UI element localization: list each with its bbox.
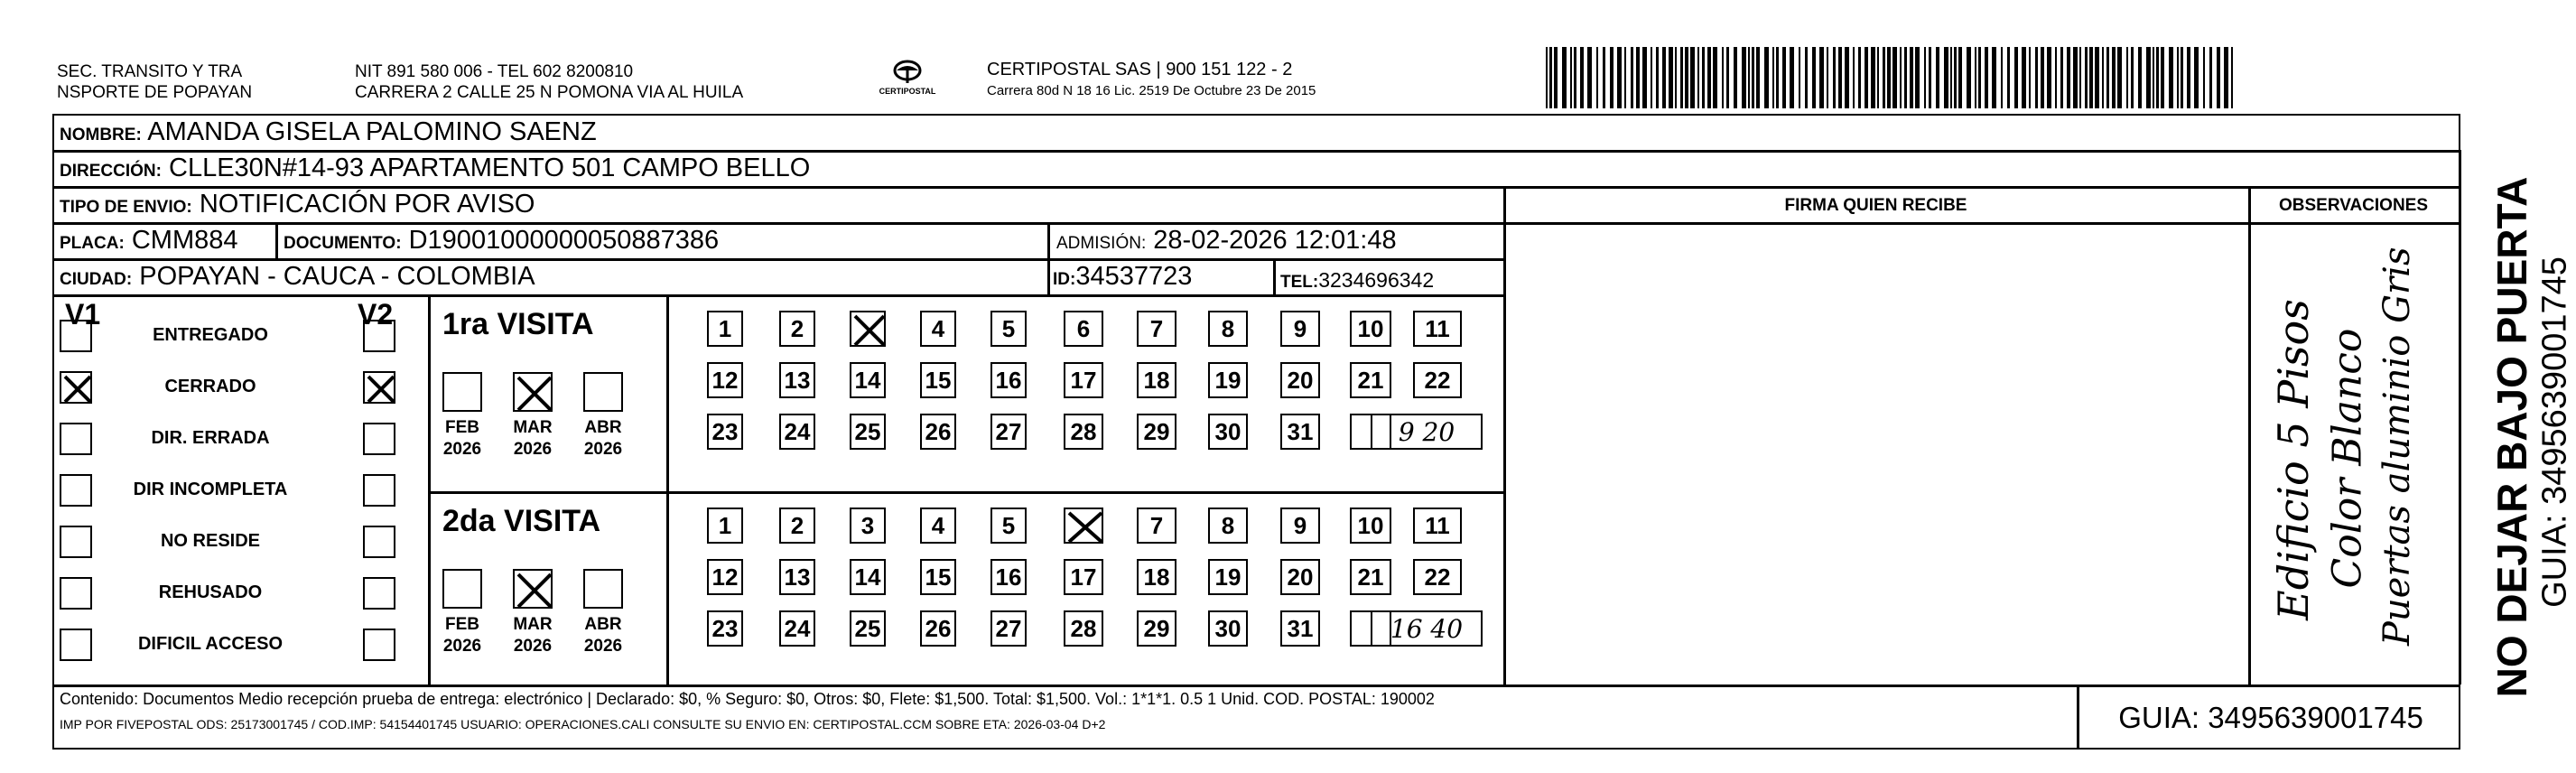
- barcode-bar: [2055, 47, 2057, 108]
- barcode-bar: [1975, 47, 1976, 108]
- v2-checkbox[interactable]: [363, 629, 395, 661]
- day-box[interactable]: 3: [850, 508, 886, 544]
- barcode-bar: [1954, 47, 1957, 108]
- x-mark-icon: [1065, 509, 1102, 542]
- x-mark-icon: [365, 373, 394, 402]
- barcode-bar: [1574, 47, 1576, 108]
- month-label: [572, 417, 635, 461]
- barcode-bar: [2156, 47, 2159, 108]
- day-box[interactable]: 26: [920, 414, 956, 450]
- barcode-bar: [2106, 47, 2109, 108]
- visit-time: 9 20: [1398, 416, 1455, 447]
- barcode-bar: [1713, 47, 1717, 108]
- day-box[interactable]: 23: [707, 414, 743, 450]
- month-checkbox[interactable]: [583, 569, 623, 609]
- barcode-bar: [1871, 47, 1875, 108]
- barcode-bar: [1624, 47, 1626, 108]
- day-box[interactable]: 15: [920, 362, 956, 398]
- month-checkbox[interactable]: [442, 372, 482, 412]
- sender-line-2: NSPORTE DE POPAYAN: [57, 83, 253, 102]
- barcode-bar: [2126, 47, 2128, 108]
- day-box[interactable]: 7: [1137, 311, 1176, 347]
- documento-row: [284, 226, 719, 256]
- day-box[interactable]: 8: [1208, 508, 1248, 544]
- visit-title: 2da VISITA: [442, 504, 601, 538]
- barcode-bar: [1549, 47, 1552, 108]
- day-box[interactable]: 4: [920, 311, 956, 347]
- barcode-bar: [1887, 47, 1891, 108]
- barcode-bar: [2095, 47, 2099, 108]
- barcode-bar: [2007, 47, 2010, 108]
- barcode-bar: [2161, 47, 2164, 108]
- barcode-bar: [2047, 47, 2051, 108]
- certipostal-logo: [871, 56, 944, 101]
- day-box[interactable]: 10: [1350, 508, 1391, 544]
- day-box[interactable]: 30: [1208, 610, 1248, 647]
- barcode-bar: [1985, 47, 1988, 108]
- month-year: 2026: [513, 637, 553, 656]
- day-box[interactable]: 10: [1350, 311, 1391, 347]
- v1-checkbox[interactable]: [60, 629, 92, 661]
- x-mark-icon: [851, 312, 884, 345]
- barcode-bar: [1756, 47, 1760, 108]
- barcode-bar: [1580, 47, 1584, 108]
- day-box[interactable]: 8: [1208, 311, 1248, 347]
- day-box[interactable]: 5: [990, 508, 1027, 544]
- tipo-envio-value: NOTIFICACIÓN POR AVISO: [199, 190, 535, 219]
- barcode-bar: [1642, 47, 1647, 108]
- direccion-row: [60, 154, 810, 183]
- month-label: [501, 614, 564, 657]
- barcode-bar: [2231, 47, 2233, 108]
- barcode-bar: [1680, 47, 1683, 108]
- status-label: CERRADO: [164, 377, 256, 396]
- barcode-bar: [1782, 47, 1786, 108]
- day-box[interactable]: 4: [920, 508, 956, 544]
- month-checkbox[interactable]: [583, 372, 623, 412]
- barcode-bar: [2041, 47, 2044, 108]
- barcode-bar: [1697, 47, 1699, 108]
- barcode-bar: [1610, 47, 1613, 108]
- barcode-bar: [2060, 47, 2063, 108]
- x-mark-icon: [61, 373, 90, 402]
- v2-checkbox[interactable]: [363, 320, 395, 352]
- barcode-bar: [1910, 47, 1913, 108]
- barcode-bar: [2001, 47, 2003, 108]
- barcode-bar: [1776, 47, 1779, 108]
- barcode-bar: [1656, 47, 1659, 108]
- placa-row: [60, 226, 238, 256]
- day-box[interactable]: 18: [1137, 362, 1176, 398]
- tel-label: TEL:: [1280, 273, 1319, 292]
- barcode-bar: [2203, 47, 2205, 108]
- barcode-bar: [1617, 47, 1622, 108]
- barcode-bar: [1742, 47, 1746, 108]
- day-box[interactable]: 29: [1137, 610, 1176, 647]
- day-box[interactable]: 2: [779, 311, 815, 347]
- day-box[interactable]: 17: [1064, 559, 1103, 595]
- observaciones-label: OBSERVACIONES: [2278, 196, 2429, 215]
- month-name: ABR: [584, 615, 622, 634]
- id-value: 34537723: [1075, 262, 1193, 291]
- tel-row: [1280, 265, 1434, 294]
- day-box[interactable]: 14: [850, 559, 886, 595]
- day-box[interactable]: 19: [1208, 362, 1248, 398]
- v2-checkbox[interactable]: [363, 423, 395, 455]
- day-box[interactable]: 20: [1280, 362, 1320, 398]
- barcode-bar: [2079, 47, 2081, 108]
- barcode-bar: [1726, 47, 1729, 108]
- barcode-bar: [1819, 47, 1824, 108]
- barcode-bar: [1587, 47, 1592, 108]
- day-box[interactable]: 29: [1137, 414, 1176, 450]
- barcode-bar: [1702, 47, 1705, 108]
- status-label: DIFICIL ACCESO: [137, 634, 283, 654]
- barcode-bar: [2089, 47, 2093, 108]
- barcode-bar: [1978, 47, 1981, 108]
- company-line-1: CERTIPOSTAL SAS | 900 151 122 - 2: [987, 60, 1293, 79]
- barcode-bar: [1570, 47, 1572, 108]
- day-box[interactable]: 13: [779, 559, 815, 595]
- day-box[interactable]: 23: [707, 610, 743, 647]
- placa-label: PLACA:: [60, 234, 125, 253]
- barcode-bar: [1924, 47, 1926, 108]
- barcode-bar: [1722, 47, 1724, 108]
- month-checkbox[interactable]: [442, 569, 482, 609]
- barcode-bar: [1752, 47, 1754, 108]
- day-box[interactable]: 26: [920, 610, 956, 647]
- barcode-bar: [2029, 47, 2031, 108]
- barcode-bar: [1833, 47, 1836, 108]
- status-label: DIR INCOMPLETA: [133, 480, 288, 499]
- footer-line-2: IMP POR FIVEPOSTAL ODS: 25173001745 / COD.IMP: 54154401745 USUARIO: OPERACIONES.CALI CONSULTE SU ENVIO EN: CERTIPOSTAL.CCM SOBRE ETA: 2026-03-04 D+2: [60, 717, 1106, 731]
- status-label: DIR. ERRADA: [151, 428, 270, 448]
- nombre-label: NOMBRE:: [60, 126, 142, 144]
- day-box[interactable]: 16: [990, 559, 1027, 595]
- barcode-bar: [2073, 47, 2078, 108]
- barcode-bar: [2217, 47, 2220, 108]
- side-guia: GUIA: 3495639001745: [2535, 256, 2574, 608]
- day-box[interactable]: 28: [1064, 610, 1103, 647]
- v2-checkbox[interactable]: [363, 474, 395, 507]
- barcode-bar: [1669, 47, 1673, 108]
- day-box[interactable]: 21: [1350, 559, 1391, 595]
- barcode-bar: [2102, 47, 2104, 108]
- barcode-bar: [1992, 47, 1996, 108]
- v2-checkbox[interactable]: [363, 577, 395, 610]
- observaciones-notes: [2248, 222, 2459, 685]
- v1-checkbox[interactable]: [60, 423, 92, 455]
- barcode-bar: [1707, 47, 1711, 108]
- barcode: [1546, 47, 2239, 108]
- barcode-bar: [1958, 47, 1962, 108]
- firma-label: FIRMA QUIEN RECIBE: [1784, 196, 1967, 215]
- tipo-envio-row: [60, 190, 535, 219]
- logo-text: CERTIPOSTAL: [879, 87, 936, 96]
- footer-guia: GUIA: 3495639001745: [2118, 701, 2423, 734]
- barcode-bar: [1883, 47, 1885, 108]
- barcode-bar: [2117, 47, 2122, 108]
- month-year: 2026: [442, 637, 482, 656]
- barcode-bar: [2014, 47, 2018, 108]
- day-box[interactable]: 2: [779, 508, 815, 544]
- day-box[interactable]: 17: [1064, 362, 1103, 398]
- barcode-bar: [1734, 47, 1737, 108]
- day-box[interactable]: 24: [779, 610, 815, 647]
- barcode-bar: [1690, 47, 1695, 108]
- day-box[interactable]: 6: [1064, 311, 1103, 347]
- day-box[interactable]: 25: [850, 610, 886, 647]
- barcode-bar: [1651, 47, 1652, 108]
- placa-value: CMM884: [131, 226, 238, 255]
- month-year: 2026: [583, 440, 623, 459]
- day-box[interactable]: 9: [1280, 311, 1320, 347]
- barcode-bar: [1827, 47, 1828, 108]
- barcode-bar: [1790, 47, 1794, 108]
- direccion-label: DIRECCIÓN:: [60, 162, 162, 181]
- status-label: REHUSADO: [158, 582, 263, 602]
- day-box[interactable]: 22: [1413, 559, 1462, 595]
- nombre-value: AMANDA GISELA PALOMINO SAENZ: [147, 117, 597, 146]
- barcode-bar: [1929, 47, 1931, 108]
- day-box[interactable]: 31: [1280, 610, 1320, 647]
- barcode-graphic: [1546, 47, 2239, 108]
- side-title: NO DEJAR BAJO PUERTA: [2488, 176, 2535, 698]
- admision-value: 28-02-2026 12:01:48: [1153, 226, 1397, 255]
- company-line-2: Carrera 80d N 18 16 Lic. 2519 De Octubre 23 De 2015: [987, 83, 1316, 98]
- day-box[interactable]: 25: [850, 414, 886, 450]
- month-checkbox[interactable]: [513, 372, 553, 412]
- status-label: NO RESIDE: [160, 531, 261, 551]
- barcode-bar: [1603, 47, 1605, 108]
- day-box[interactable]: 16: [990, 362, 1027, 398]
- v1-checkbox[interactable]: [60, 320, 92, 352]
- barcode-bar: [1967, 47, 1971, 108]
- month-checkbox[interactable]: [513, 569, 553, 609]
- day-box[interactable]: 5: [990, 311, 1027, 347]
- note-puertas: Puertas aluminio Gris: [2376, 247, 2418, 646]
- barcode-bar: [1915, 47, 1920, 108]
- month-year: 2026: [442, 440, 482, 459]
- visit-time-box[interactable]: [1371, 414, 1483, 450]
- barcode-bar: [1805, 47, 1808, 108]
- id-label: ID:: [1053, 270, 1076, 289]
- month-label: [431, 614, 494, 657]
- barcode-bar: [1892, 47, 1897, 108]
- documento-value: D19001000000050887386: [408, 226, 720, 255]
- barcode-bar: [1944, 47, 1948, 108]
- barcode-bar: [1675, 47, 1677, 108]
- v1-checkbox[interactable]: [60, 526, 92, 558]
- barcode-bar: [2067, 47, 2070, 108]
- day-box[interactable]: 30: [1208, 414, 1248, 450]
- ciudad-value: POPAYAN - CAUCA - COLOMBIA: [139, 262, 535, 291]
- day-box[interactable]: 14: [850, 362, 886, 398]
- day-box[interactable]: 27: [990, 414, 1027, 450]
- nombre-row: [60, 117, 597, 147]
- v2-checkbox[interactable]: [363, 526, 395, 558]
- barcode-bar: [1900, 47, 1902, 108]
- barcode-bar: [1853, 47, 1855, 108]
- month-year: 2026: [513, 440, 553, 459]
- day-box[interactable]: 12: [707, 559, 743, 595]
- barcode-bar: [2153, 47, 2154, 108]
- barcode-bar: [1546, 47, 1548, 108]
- tipo-envio-label: TIPO DE ENVIO:: [60, 198, 192, 217]
- month-label: [431, 417, 494, 461]
- barcode-bar: [2112, 47, 2116, 108]
- barcode-bar: [1838, 47, 1842, 108]
- day-box[interactable]: 11: [1413, 311, 1462, 347]
- day-box[interactable]: 21: [1350, 362, 1391, 398]
- day-box[interactable]: 20: [1280, 559, 1320, 595]
- address-line: CARRERA 2 CALLE 25 N POMONA VIA AL HUILA: [355, 83, 744, 102]
- barcode-bar: [1865, 47, 1868, 108]
- day-box[interactable]: 28: [1064, 414, 1103, 450]
- barcode-bar: [1812, 47, 1816, 108]
- month-name: FEB: [445, 418, 479, 437]
- barcode-bar: [2224, 47, 2228, 108]
- month-name: MAR: [513, 615, 553, 634]
- barcode-bar: [1631, 47, 1633, 108]
- x-mark-icon: [515, 571, 551, 607]
- month-year: 2026: [583, 637, 623, 656]
- admision-row: [1056, 226, 1397, 256]
- month-name: ABR: [584, 418, 622, 437]
- barcode-bar: [2169, 47, 2173, 108]
- barcode-bar: [2131, 47, 2134, 108]
- day-box[interactable]: 7: [1137, 508, 1176, 544]
- barcode-bar: [1748, 47, 1750, 108]
- day-box[interactable]: 1: [707, 311, 743, 347]
- barcode-bar: [2022, 47, 2026, 108]
- month-name: FEB: [445, 615, 479, 634]
- barcode-bar: [2177, 47, 2179, 108]
- day-box[interactable]: 27: [990, 610, 1027, 647]
- barcode-bar: [2181, 47, 2183, 108]
- day-box[interactable]: 18: [1137, 559, 1176, 595]
- barcode-bar: [1799, 47, 1800, 108]
- tel-value: 3234696342: [1318, 268, 1435, 292]
- day-box[interactable]: 9: [1280, 508, 1320, 544]
- barcode-bar: [1554, 47, 1558, 108]
- v1-checkbox[interactable]: [60, 371, 92, 404]
- documento-label: DOCUMENTO:: [284, 234, 402, 253]
- barcode-bar: [1950, 47, 1952, 108]
- status-label: ENTREGADO: [153, 325, 268, 345]
- ciudad-row: [60, 262, 535, 292]
- barcode-bar: [1772, 47, 1774, 108]
- barcode-bar: [2194, 47, 2199, 108]
- barcode-bar: [1877, 47, 1879, 108]
- day-box[interactable]: 11: [1413, 508, 1462, 544]
- day-box[interactable]: [1064, 508, 1103, 544]
- sender-line-1: SEC. TRANSITO Y TRA: [57, 62, 243, 81]
- day-box[interactable]: 24: [779, 414, 815, 450]
- visit-title: 1ra VISITA: [442, 307, 594, 341]
- day-box[interactable]: 12: [707, 362, 743, 398]
- barcode-bar: [1662, 47, 1666, 108]
- barcode-bar: [1562, 47, 1567, 108]
- barcode-bar: [1596, 47, 1598, 108]
- note-edificio: Edificio 5 Pisos: [2269, 299, 2318, 620]
- day-box[interactable]: 13: [779, 362, 815, 398]
- visit-time: 16 40: [1390, 613, 1464, 644]
- v1-checkbox[interactable]: [60, 577, 92, 610]
- barcode-bar: [1858, 47, 1861, 108]
- barcode-bar: [2085, 47, 2088, 108]
- day-box[interactable]: 19: [1208, 559, 1248, 595]
- v2-label: V2: [358, 298, 394, 331]
- barcode-bar: [1904, 47, 1907, 108]
- month-label: [572, 614, 635, 657]
- day-box[interactable]: 31: [1280, 414, 1320, 450]
- v1-checkbox[interactable]: [60, 474, 92, 507]
- barcode-bar: [2035, 47, 2038, 108]
- direccion-value: CLLE30N#14-93 APARTAMENTO 501 CAMPO BELLO: [169, 154, 811, 182]
- barcode-bar: [1636, 47, 1640, 108]
- nit-line: NIT 891 580 006 - TEL 602 8200810: [355, 62, 634, 81]
- day-box[interactable]: [850, 311, 886, 347]
- barcode-bar: [2209, 47, 2212, 108]
- day-box[interactable]: 15: [920, 559, 956, 595]
- x-mark-icon: [515, 374, 551, 410]
- barcode-bar: [1764, 47, 1769, 108]
- month-name: MAR: [513, 418, 553, 437]
- day-box[interactable]: 1: [707, 508, 743, 544]
- barcode-bar: [2146, 47, 2151, 108]
- visit-time-box[interactable]: [1371, 610, 1483, 647]
- note-color: Color Blanco: [2324, 328, 2371, 589]
- barcode-bar: [1685, 47, 1688, 108]
- day-box[interactable]: 22: [1413, 362, 1462, 398]
- month-label: [501, 417, 564, 461]
- side-panel: [2465, 108, 2573, 759]
- barcode-bar: [1845, 47, 1849, 108]
- footer-line-1: Contenido: Documentos Medio recepción prueba de entrega: electrónico | Declarado: $0, % Seguro: $0, Otros: $0, Flete: $1,500. Total: $1,500. Vol.: 1*1*1. 0.5 1 Unid. COD. POSTAL: 190002: [60, 690, 1435, 708]
- barcode-bar: [2187, 47, 2190, 108]
- v2-checkbox[interactable]: [363, 371, 395, 404]
- id-row: [1053, 262, 1192, 292]
- barcode-bar: [2138, 47, 2142, 108]
- v1-label: V1: [65, 298, 101, 331]
- barcode-bar: [1936, 47, 1939, 108]
- ciudad-label: CIUDAD:: [60, 270, 133, 289]
- admision-label: ADMISIÓN:: [1056, 234, 1147, 253]
